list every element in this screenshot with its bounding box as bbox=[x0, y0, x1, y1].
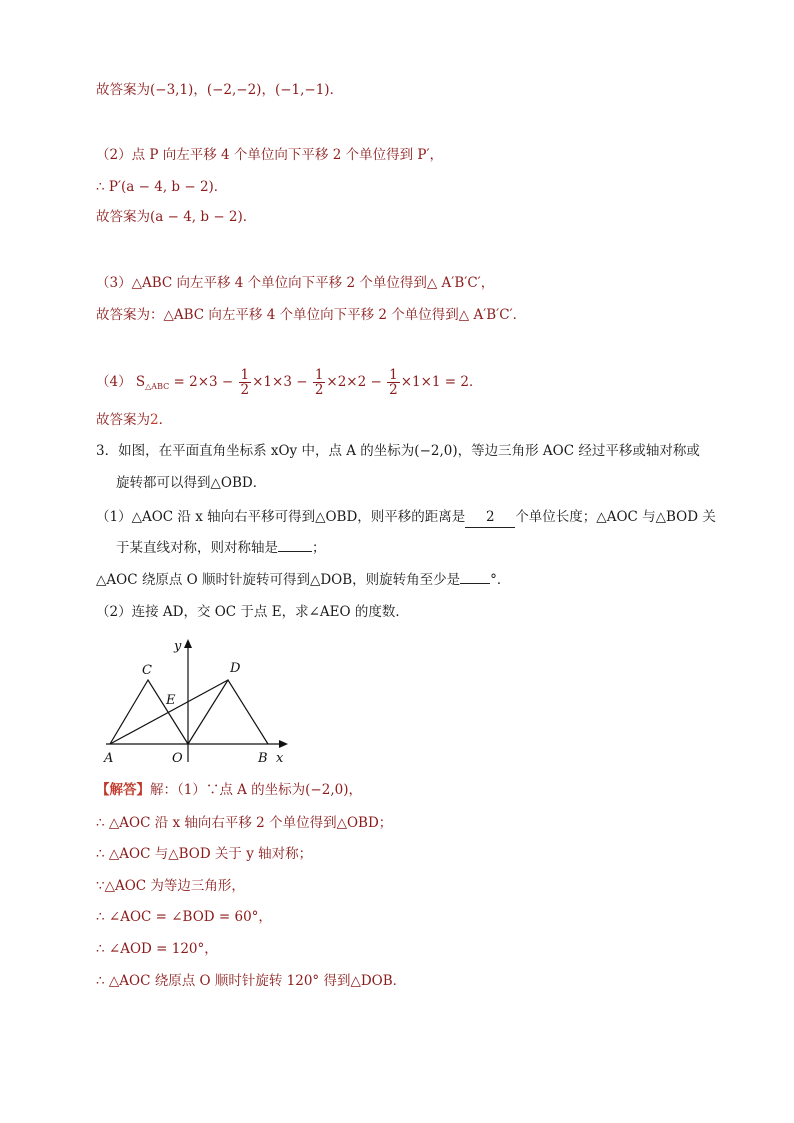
question3-part1-cont: 于某直线对称，则对称轴是 ； bbox=[116, 540, 326, 556]
fraction-half: $\frac{1}{2}$ bbox=[389, 367, 398, 398]
label-b: B bbox=[258, 751, 268, 766]
part4-area-formula: （4） $S_{\triangle ABC} = 2\times 3$ − $\frac{1}{2}$ ×1×3 − $\frac{1}{2}$ ×2×2 − $\frac{1}{2}$ ×1×1 = 2． bbox=[96, 367, 483, 398]
y-axis-arrow bbox=[184, 639, 192, 648]
part2-statement: （2）点 P 向左平移 4 个单位向下平移 2 个单位得到 P′， bbox=[96, 147, 444, 163]
question3-rotation: △AOC 绕原点 O 顺时针旋转可得到△DOB，则旋转角至少是 °． bbox=[96, 572, 511, 588]
geometry-figure bbox=[96, 632, 306, 770]
solution-line-1: 【解答】解：（1）∵点 A 的坐标为(−2,0)， bbox=[96, 782, 362, 798]
fraction-half: $\frac{1}{2}$ bbox=[240, 367, 250, 398]
label-e: E bbox=[166, 693, 176, 708]
question3-line1: 3．如图，在平面直角坐标系 xOy 中，点 A 的坐标为(−2,0)，等边三角形 AOC 经过平移或轴对称或 bbox=[96, 443, 700, 459]
solution-line-4: ∵△AOC 为等边三角形， bbox=[96, 878, 245, 894]
answer-line-1: 故答案为(−3,1)，(−2,−2)，(−1,−1)． bbox=[96, 82, 344, 98]
label-o: O bbox=[172, 751, 183, 766]
triangle-aoc bbox=[110, 680, 188, 744]
question3-line2: 旋转都可以得到△OBD． bbox=[116, 475, 267, 491]
label-c: C bbox=[142, 663, 152, 678]
fraction-half: $\frac{1}{2}$ bbox=[314, 367, 324, 398]
blank-axis bbox=[278, 551, 312, 552]
solution-line-2: ∴ △AOC 沿 x 轴向右平移 2 个单位得到△OBD； bbox=[96, 815, 393, 831]
solution-tag: 【解答】 bbox=[96, 782, 150, 798]
label-x: x bbox=[276, 751, 284, 766]
question3-part2: （2）连接 AD，交 OC 于点 E，求∠AEO 的度数． bbox=[96, 604, 409, 620]
label-y: y bbox=[174, 639, 182, 654]
part2-result: ∴ P′(a − 4, b − 2)． bbox=[96, 179, 228, 195]
solution-line-3: ∴ △AOC 与△BOD 关于 y 轴对称； bbox=[96, 846, 313, 862]
part3-answer: 故答案为：△ABC 向左平移 4 个单位向下平移 2 个单位得到△ A′B′C′． bbox=[96, 307, 527, 323]
question3-part1: （1）△AOC 沿 x 轴向右平移可得到△OBD，则平移的距离是 2 个单位长度；△AOC 与△BOD 关 bbox=[96, 507, 716, 528]
label-a: A bbox=[104, 751, 114, 766]
part4-answer: 故答案为2． bbox=[96, 412, 173, 428]
blank-distance: 2 bbox=[465, 507, 515, 528]
segment-ad bbox=[110, 680, 228, 744]
solution-line-7: ∴ △AOC 绕原点 O 顺时针旋转 120° 得到△DOB． bbox=[96, 973, 407, 989]
x-axis-arrow bbox=[279, 740, 288, 748]
triangle-obd bbox=[188, 680, 268, 744]
solution-line-5: ∴ ∠AOC = ∠BOD = 60°， bbox=[96, 909, 272, 925]
part3-statement: （3）△ABC 向左平移 4 个单位向下平移 2 个单位得到△ A′B′C′， bbox=[96, 275, 495, 291]
solution-line-6: ∴ ∠AOD = 120°， bbox=[96, 941, 218, 957]
label-d: D bbox=[230, 661, 241, 676]
blank-angle bbox=[460, 583, 490, 584]
part2-answer: 故答案为(a − 4, b − 2)． bbox=[96, 209, 257, 225]
